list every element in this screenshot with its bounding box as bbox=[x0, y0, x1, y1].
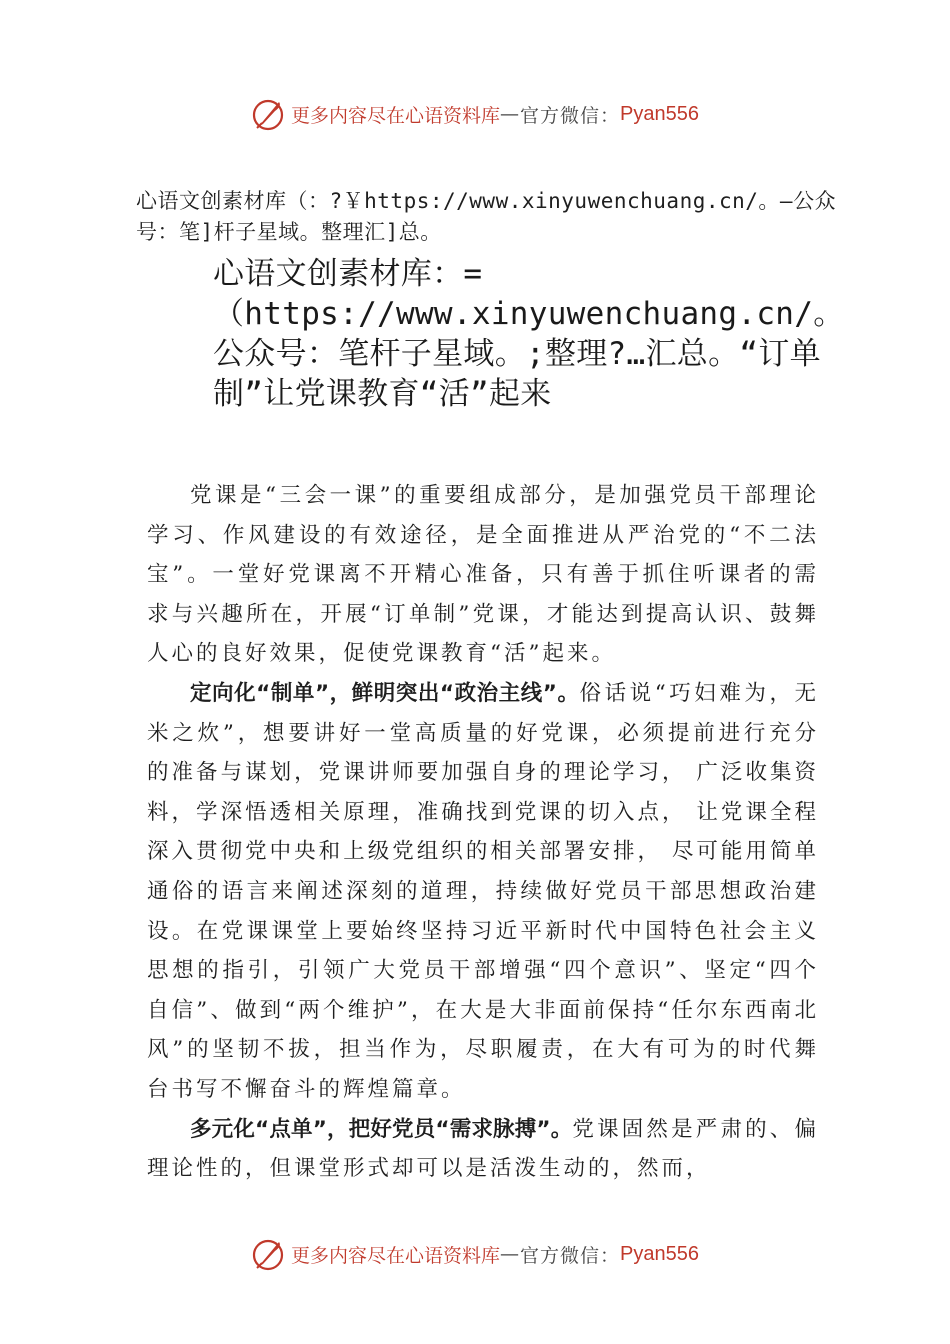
document-body bbox=[147, 476, 819, 1189]
watermark-dash: — bbox=[500, 1243, 521, 1265]
document-header-line: 心语文创素材库（：?￥https://www.xinyuwenchuang.cn/。—公众号：笔]杆子星域。整理汇]总。 bbox=[136, 189, 837, 244]
paragraph-lead: 多元化“点单”，把好党员“需求脉搏”。 bbox=[190, 1116, 573, 1142]
watermark-wechat-id: Pyan556 bbox=[620, 1242, 699, 1265]
quill-logo-icon bbox=[251, 96, 287, 132]
paragraph-directional bbox=[147, 674, 819, 1110]
quill-logo-icon bbox=[251, 1236, 287, 1272]
watermark-wechat-id: Pyan556 bbox=[620, 102, 699, 125]
watermark-wechat-label: 官方微信： bbox=[520, 1244, 621, 1267]
watermark-wechat-label: 官方微信： bbox=[520, 104, 621, 127]
document-title: 心语文创素材库：=（https://www.xinyuwenchuang.cn/。公众号：笔杆子星域。;整理?…汇总。“订单制”让党课教育“活”起来 bbox=[213, 256, 845, 412]
paragraph-diversified bbox=[147, 1110, 819, 1189]
paragraph-text: 党课固然是严肃的、偏理论性的，但课堂形式却可以是活泼生动的，然而， bbox=[147, 1116, 819, 1182]
watermark-banner-bottom bbox=[0, 1234, 950, 1274]
watermark-main-text: 更多内容尽在心语资料库 bbox=[291, 104, 501, 127]
paragraph-intro bbox=[147, 476, 819, 674]
watermark-dash: — bbox=[500, 103, 521, 125]
watermark-main-text: 更多内容尽在心语资料库 bbox=[291, 1244, 501, 1267]
paragraph-text: 俗话说“巧妇难为，无米之炊”，想要讲好一堂高质量的好党课，必须提前进行充分的准备与谋划，党课讲师要加强自身的理论学习， 广泛收集资料，学深悟透相关原理，准确找到党课的切入点， 让党课全程深入贯彻党中央和上级党组织的相关部署安排， 尽可能用简单通俗的语言来阐述深刻的道理，持续做好党员干部思想政治建设。在党课课堂上要始终坚持习近平新时代中国特色社会主义思想的指引，引领广大党员干部增强“四个意识”、坚定“四个自信”、做到“两个维护”，在大是大非面前保持“任尔东西南北风”的坚韧不拔，担当作为，尽职履责，在大有可为的时代舞台书写不懈奋斗的辉煌篇章。 bbox=[147, 680, 819, 1102]
paragraph-lead: 定向化“制单”，鲜明突出“政治主线”。 bbox=[190, 680, 580, 706]
paragraph-text: 党课是“三会一课”的重要组成部分，是加强党员干部理论学习、作风建设的有效途径，是全面推进从严治党的“不二法宝”。一堂好党课离不开精心准备，只有善于抓住听课者的需求与兴趣所在，开展“订单制”党课，才能达到提高认识、鼓舞人心的良好效果，促使党课教育“活”起来。 bbox=[147, 483, 819, 667]
watermark-banner-top bbox=[0, 94, 950, 134]
